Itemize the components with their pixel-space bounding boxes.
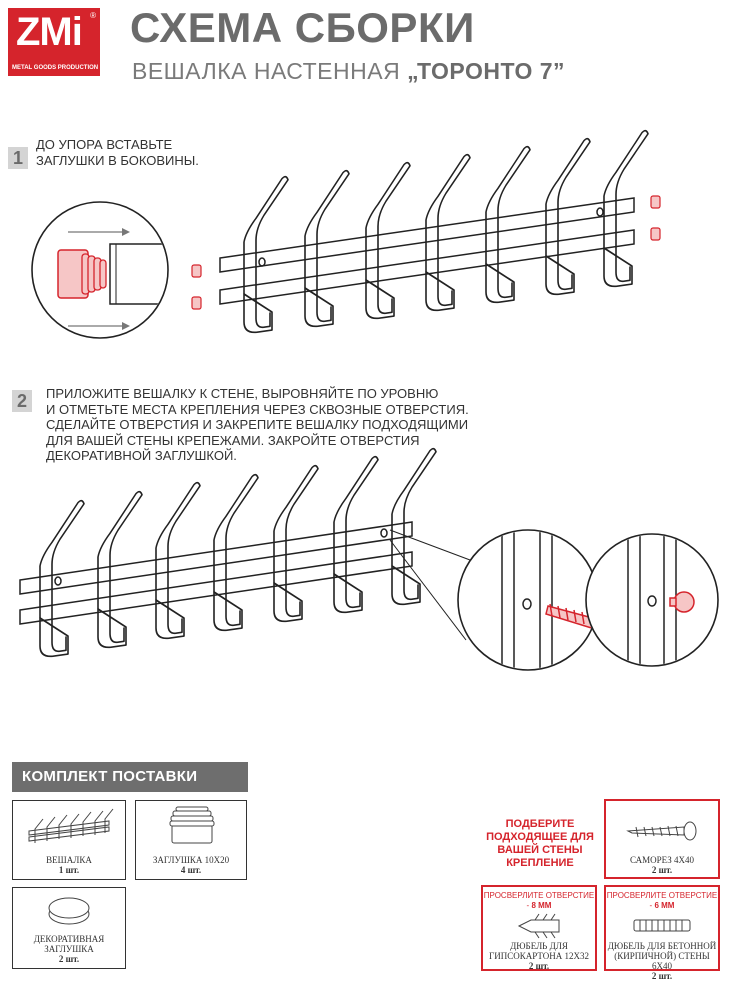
step-1-detail-circle xyxy=(32,202,190,338)
fastener-drywall-name: ДЮБЕЛЬ ДЛЯ ГИПСОКАРТОНА 12X32 xyxy=(489,941,589,961)
kit-item-plug xyxy=(135,800,247,880)
drywall-anchor-icon xyxy=(483,911,595,941)
fastener-drywall-qty: 2 шт. xyxy=(528,961,550,971)
fastener-concrete-dowel xyxy=(604,885,720,981)
logo-subtitle: METAL GOODS PRODUCTION xyxy=(12,65,99,71)
logo-mark: ZMi xyxy=(16,10,82,54)
kit-item-plug-name: ЗАГЛУШКА 10X20 xyxy=(152,855,230,865)
plug-left-bottom xyxy=(192,297,201,309)
kit-item-hanger-qty: 1 шт. xyxy=(58,865,80,875)
page-subtitle xyxy=(132,58,565,85)
fastener-drywall-note-text: ПРОСВЕРЛИТЕ ОТВЕРСТИЕ - xyxy=(483,891,595,910)
step-1-text: ДО УПОРА ВСТАВЬТЕ ЗАГЛУШКИ В БОКОВИНЫ. xyxy=(36,137,199,168)
kit-item-hanger xyxy=(12,800,126,880)
kit-item-decorative-cap-caption xyxy=(13,934,125,964)
fastener-drywall-note xyxy=(483,891,595,911)
screw-red-icon xyxy=(546,604,614,634)
kit-item-decorative-cap-name: ДЕКОРАТИВНАЯ ЗАГЛУШКА xyxy=(33,934,105,954)
decorative-cap-icon xyxy=(13,888,125,932)
plug-left-top xyxy=(192,265,201,277)
cap-detail-circle xyxy=(586,520,718,680)
step-1-number: 1 xyxy=(8,147,28,169)
fastener-concrete-name: ДЮБЕЛЬ ДЛЯ БЕТОННОЙ (КИРПИЧНОЙ) СТЕНЫ 6X40 xyxy=(607,941,717,971)
product-name: „ТОРОНТО 7” xyxy=(407,58,566,84)
fastener-concrete-qty: 2 шт. xyxy=(651,971,673,981)
kit-item-plug-caption xyxy=(136,855,246,875)
concrete-dowel-icon xyxy=(606,911,718,941)
fastener-concrete-caption xyxy=(606,941,718,981)
end-plug-icon xyxy=(136,801,246,851)
fastener-screw-caption xyxy=(606,855,718,875)
kit-item-decorative-cap-qty: 2 шт. xyxy=(58,954,80,964)
fastener-concrete-note xyxy=(606,891,718,911)
choose-fastener-note: ПОДБЕРИТЕ ПОДХОДЯЩЕЕ ДЛЯ ВАШЕЙ СТЕНЫ КРЕПЛЕНИЕ xyxy=(486,818,594,869)
fastener-drywall-drill: 8 ММ xyxy=(531,901,552,910)
fastener-concrete-drill: 6 ММ xyxy=(654,901,675,910)
page-title: СХЕМА СБОРКИ xyxy=(130,4,475,51)
end-plug-red-icon xyxy=(58,250,106,298)
fastener-concrete-note-text: ПРОСВЕРЛИТЕ ОТВЕРСТИЕ - xyxy=(606,891,718,910)
plug-right-top xyxy=(651,196,660,208)
kit-item-hanger-name: ВЕШАЛКА xyxy=(46,855,92,865)
step-2-number: 2 xyxy=(12,390,32,412)
fastener-screw-qty: 2 шт. xyxy=(651,865,673,875)
kit-header: КОМПЛЕКТ ПОСТАВКИ xyxy=(12,762,248,792)
step-2-hanger xyxy=(20,448,436,658)
decorative-cap-red-icon xyxy=(670,592,694,612)
fastener-drywall-caption xyxy=(483,941,595,971)
fastener-screw-name: САМОРЕЗ 4X40 xyxy=(630,855,694,865)
kit-item-decorative-cap xyxy=(12,887,126,969)
brand-logo xyxy=(8,8,100,76)
plug-right-bottom xyxy=(651,228,660,240)
fastener-screw xyxy=(604,799,720,879)
kit-item-hanger-caption xyxy=(13,855,125,875)
registered-mark: ® xyxy=(90,11,96,20)
subtitle-prefix: ВЕШАЛКА НАСТЕННАЯ xyxy=(132,58,408,84)
kit-item-plug-qty: 4 шт. xyxy=(180,865,202,875)
screw-icon xyxy=(606,801,718,851)
hanger-icon xyxy=(13,801,125,851)
step-2-text: ПРИЛОЖИТЕ ВЕШАЛКУ К СТЕНЕ, ВЫРОВНЯЙТЕ ПО УРОВНЮ И ОТМЕТЬТЕ МЕСТА КРЕПЛЕНИЯ ЧЕРЕЗ СКВОЗНЫЕ ОТВЕРСТИЯ. СДЕЛАЙТЕ ОТВЕРСТИЯ И ЗАКРЕПИТЕ ВЕШАЛКУ ПОДХОДЯЩИМИ ДЛЯ ВАШЕЙ СТЕНЫ КРЕПЕЖАМИ. ЗАКРОЙТЕ ОТВЕРСТИЯ ДЕКОРАТИВНОЙ ЗАГЛУШКОЙ. xyxy=(46,386,469,463)
screw-detail-circle xyxy=(458,520,614,680)
fastener-drywall-anchor xyxy=(481,885,597,971)
step-1-hanger xyxy=(220,130,648,334)
